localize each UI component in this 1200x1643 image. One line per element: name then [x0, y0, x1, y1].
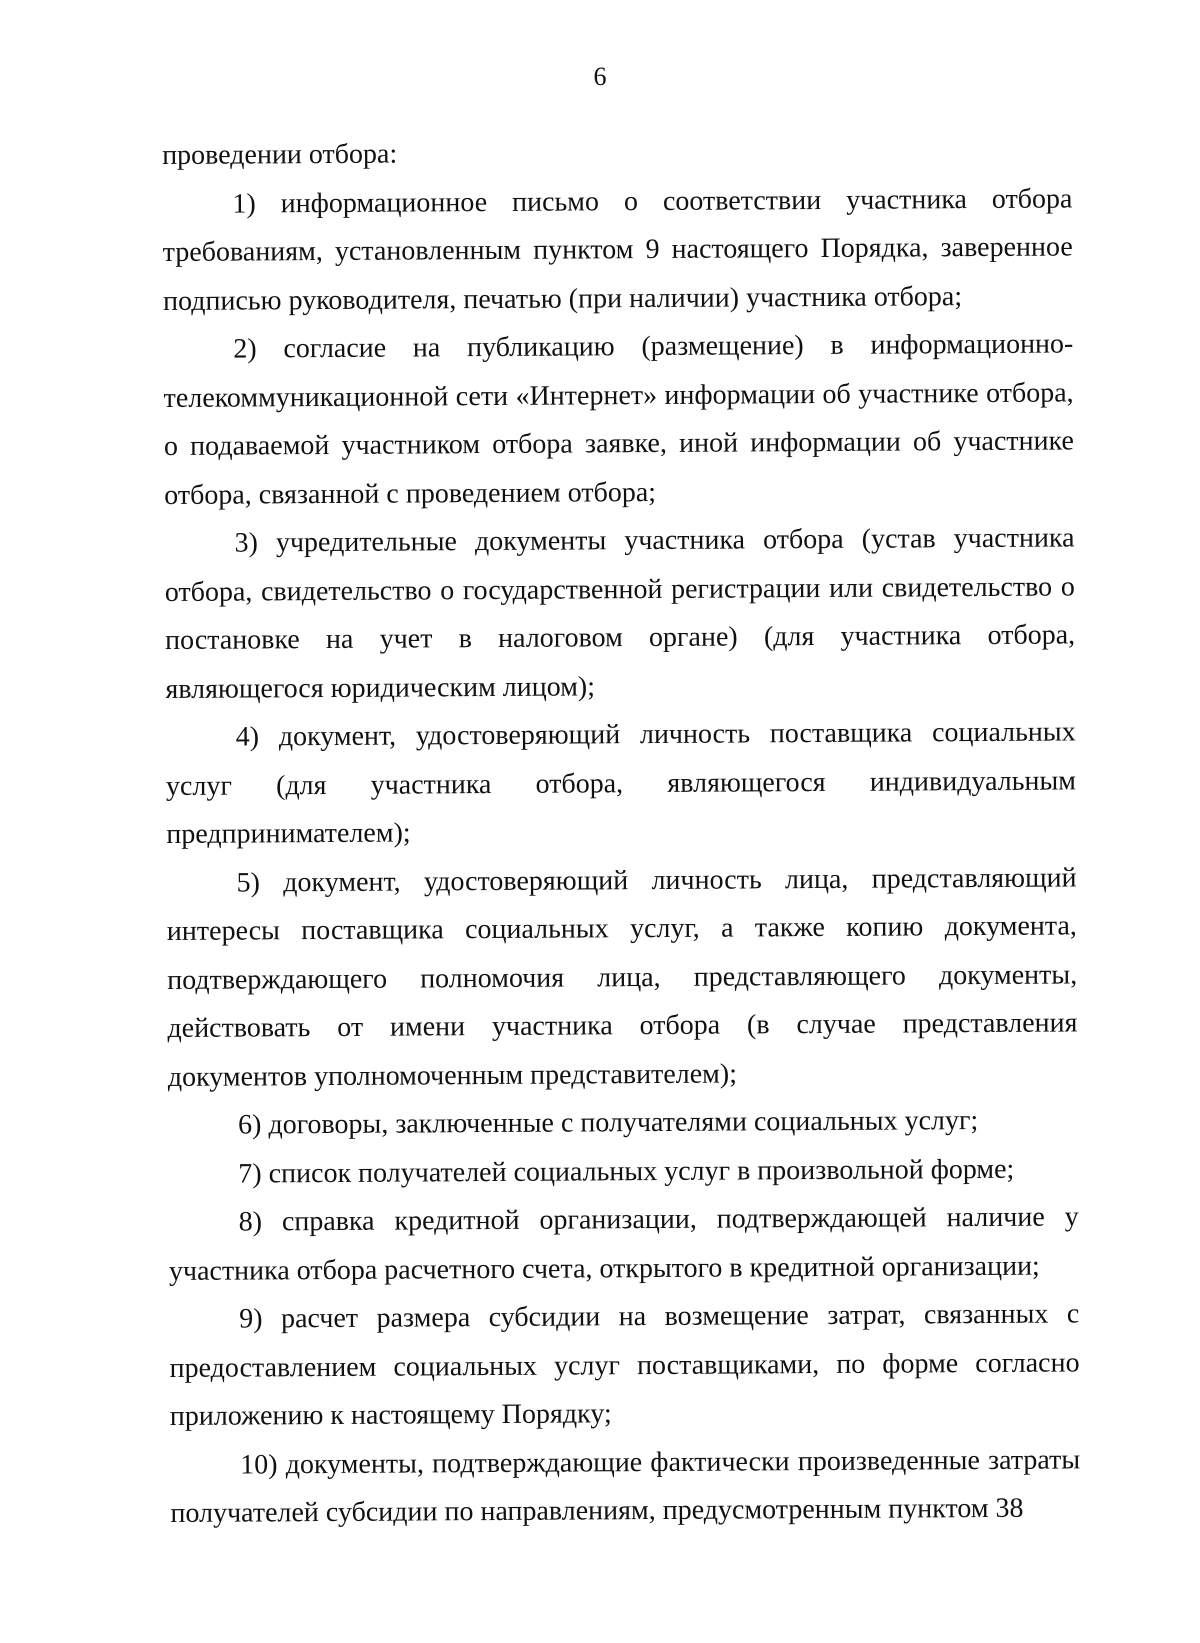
- list-item-3: 3) учредительные документы участника отбора (устав участника отбора, свидетельство о государственной регистрации или свидетельство о постановке на учет в налоговом органе) (для участника отбора, являющегося юридическим лицом);: [164, 522, 1076, 705]
- list-item-10: 10) документы, подтверждающие фактически произведенные затраты получателей субсидии по направлениям, предусмотренным пунктом 38: [170, 1443, 1081, 1529]
- list-item-9: 9) расчет размера субсидии на возмещение затрат, связанных с предоставлением социальных услуг поставщиками, по форме согласно приложению к настоящему Порядку;: [169, 1298, 1080, 1432]
- list-item-4: 4) документ, удостоверяющий личность поставщика социальных услуг (для участника отбора, являющегося индивидуальным предпринимателем);: [165, 716, 1077, 850]
- page-number: 6: [593, 62, 607, 91]
- list-item-1: 1) информационное письмо о соответствии участника отбора требованиям, установленным пунктом 9 настоящего Порядка, заверенное подписью руководителя, печатью (при наличии) участника отбора;: [162, 182, 1073, 317]
- document-body: [162, 126, 1081, 1538]
- list-item-5: 5) документ, удостоверяющий личность лица, представляющий интересы поставщика социальных услуг, а также копию документа, подтверждающего полномочия лица, представляющего документы, действовать от имени участника отбора (в случае представления документов уполномоченным представителем);: [166, 861, 1078, 1093]
- list-item-7: 7) список получателей социальных услуг в произвольной форме;: [238, 1153, 1015, 1190]
- list-item-6: 6) договоры, заключенные с получателями социальных услуг;: [237, 1105, 979, 1141]
- paragraph-continuation: проведении отбора:: [162, 138, 398, 171]
- list-item-2: 2) согласие на публикацию (размещение) в информационно-телекоммуникационной сети «Интернет» информации об участнике отбора, о подаваемой участником отбора заявке, иной информации об участнике отбора, связанной с проведением отбора;: [163, 328, 1074, 511]
- list-item-8: 8) справка кредитной организации, подтверждающей наличие у участника отбора расчетного счета, открытого в кредитной организации;: [168, 1201, 1079, 1287]
